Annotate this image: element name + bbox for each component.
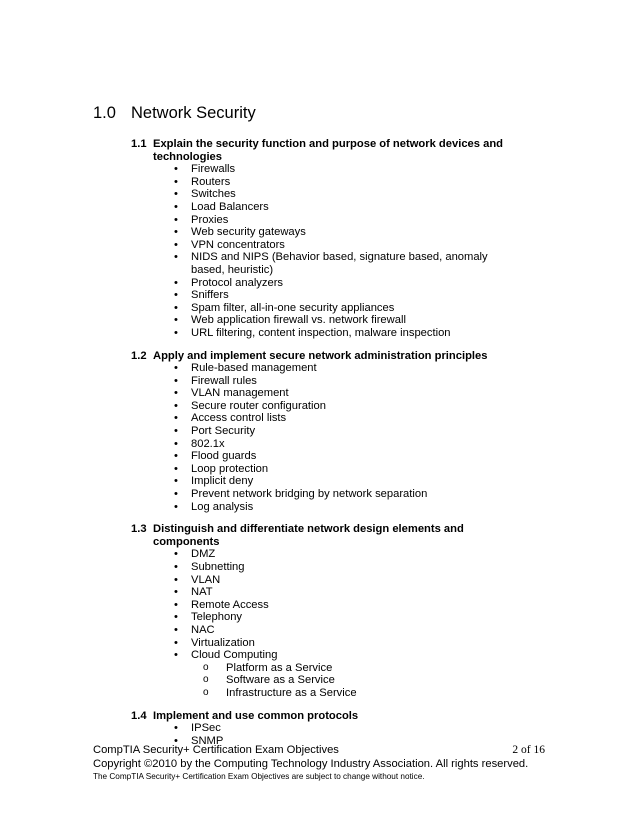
section-heading xyxy=(0,350,638,363)
bullet-icon: • xyxy=(174,289,178,302)
list-item xyxy=(0,176,503,189)
page-title-number: 1.0 xyxy=(93,104,116,122)
list-item-label: Subnetting xyxy=(191,561,245,573)
list-item-label: DMZ xyxy=(191,548,216,561)
bullet-icon: • xyxy=(174,326,178,339)
sub-list-item xyxy=(191,674,503,687)
bullet-icon: • xyxy=(174,462,178,475)
list-item-label: VLAN management xyxy=(191,387,289,400)
list-item-label: Web application firewall vs. network firewall xyxy=(191,314,406,327)
bullet-icon: • xyxy=(174,276,178,289)
list-item-label: VLAN xyxy=(191,573,221,586)
circle-bullet-icon: o xyxy=(203,674,209,686)
list-item xyxy=(0,214,503,227)
list-item xyxy=(0,251,503,276)
bullet-icon: • xyxy=(174,722,178,735)
sub-list xyxy=(191,662,503,700)
list-item xyxy=(0,637,503,650)
section-title: Distinguish and differentiate network design elements and components xyxy=(153,523,464,548)
sub-list-item xyxy=(191,662,503,675)
bullet-icon: • xyxy=(174,238,178,251)
footer-notice: The CompTIA Security+ Certification Exam Objectives are subject to change without notice. xyxy=(93,772,425,781)
list-item-label: Secure router configuration xyxy=(191,399,326,412)
list-item xyxy=(0,188,503,201)
bullet-icon: • xyxy=(174,450,178,463)
list-item-label: Spam filter, all-in-one security appliances xyxy=(191,301,395,314)
list-item-label: NAC xyxy=(191,623,215,636)
circle-bullet-icon: o xyxy=(203,686,209,698)
list-item-label: 802.1x xyxy=(191,437,225,450)
list-item-label: Port Security xyxy=(191,425,256,438)
objective-section xyxy=(0,710,638,748)
bullet-icon: • xyxy=(174,649,178,662)
list-item-label: Telephony xyxy=(191,611,243,624)
list-item xyxy=(0,327,503,340)
bullet-icon: • xyxy=(174,374,178,387)
list-item xyxy=(0,201,503,214)
objective-list xyxy=(0,362,638,513)
list-item xyxy=(0,400,503,413)
bullet-icon: • xyxy=(174,734,178,747)
bullet-icon: • xyxy=(174,200,178,213)
bullet-icon: • xyxy=(174,636,178,649)
list-item-label: NAT xyxy=(191,586,213,599)
list-item-label: Implicit deny xyxy=(191,475,254,488)
bullet-icon: • xyxy=(174,598,178,611)
list-item-label: SNMP xyxy=(191,734,224,747)
list-item-label: URL filtering, content inspection, malware inspection xyxy=(191,326,451,339)
list-item-label: Log analysis xyxy=(191,500,254,513)
bullet-icon: • xyxy=(174,362,178,375)
list-item xyxy=(0,624,503,637)
list-item xyxy=(0,548,503,561)
bullet-icon: • xyxy=(174,387,178,400)
sub-list-item xyxy=(191,687,503,700)
bullet-icon: • xyxy=(174,188,178,201)
section-heading xyxy=(0,523,638,548)
list-item xyxy=(0,239,503,252)
objective-section xyxy=(0,350,638,514)
sub-list-item-label: Platform as a Service xyxy=(226,661,333,674)
list-item xyxy=(0,649,503,699)
list-item xyxy=(0,412,503,425)
bullet-icon: • xyxy=(174,488,178,501)
list-item-label: Access control lists xyxy=(191,412,287,425)
list-item xyxy=(0,611,503,624)
objective-list xyxy=(0,163,638,339)
list-item-label: Remote Access xyxy=(191,598,269,611)
list-item xyxy=(0,599,503,612)
list-item xyxy=(0,163,503,176)
list-item-label: Sniffers xyxy=(191,289,229,302)
bullet-icon: • xyxy=(174,314,178,327)
section-title: Explain the security function and purpose of network devices and technologies xyxy=(153,138,503,163)
list-item xyxy=(0,561,503,574)
circle-bullet-icon: o xyxy=(203,661,209,673)
bullet-icon: • xyxy=(174,399,178,412)
bullet-icon: • xyxy=(174,412,178,425)
bullet-icon: • xyxy=(174,301,178,314)
page-title-text: Network Security xyxy=(131,104,256,122)
list-item xyxy=(0,722,503,735)
bullet-icon: • xyxy=(174,586,178,599)
list-item-label: Firewalls xyxy=(191,163,236,176)
list-item-label: Proxies xyxy=(191,213,229,226)
bullet-icon: • xyxy=(174,561,178,573)
list-item-label: Protocol analyzers xyxy=(191,276,284,289)
list-item-label: VPN concentrators xyxy=(191,238,285,251)
list-item xyxy=(0,425,503,438)
footer-doc-title: CompTIA Security+ Certification Exam Objectives xyxy=(93,744,339,756)
list-item xyxy=(0,387,503,400)
list-item-label: Virtualization xyxy=(191,636,255,649)
bullet-icon: • xyxy=(174,475,178,488)
footer-copyright: Copyright ©2010 by the Computing Technology Industry Association. All rights reserved. xyxy=(93,758,529,770)
sub-list-item-label: Software as a Service xyxy=(226,674,335,687)
bullet-icon: • xyxy=(174,573,178,586)
bullet-icon: • xyxy=(174,425,178,438)
list-item-label: Firewall rules xyxy=(191,374,257,387)
section-number: 1.4 xyxy=(131,709,147,722)
list-item-label: Cloud Computing xyxy=(191,649,278,662)
section-number: 1.2 xyxy=(131,349,147,362)
list-item xyxy=(0,302,503,315)
list-item xyxy=(0,289,503,302)
list-item xyxy=(0,438,503,451)
bullet-icon: • xyxy=(174,611,178,624)
list-item xyxy=(0,277,503,290)
bullet-icon: • xyxy=(174,251,178,264)
list-item-label: Switches xyxy=(191,188,236,201)
list-item xyxy=(0,450,503,463)
list-item xyxy=(0,475,503,488)
section-title: Apply and implement secure network administration principles xyxy=(153,349,488,362)
list-item-label: Routers xyxy=(191,175,231,188)
section-title: Implement and use common protocols xyxy=(153,709,359,722)
section-number: 1.1 xyxy=(131,138,147,150)
list-item-label: Rule-based management xyxy=(191,362,317,375)
section-heading xyxy=(0,138,638,163)
bullet-icon: • xyxy=(174,437,178,450)
list-item-label: Loop protection xyxy=(191,462,269,475)
section-heading xyxy=(0,710,638,723)
bullet-icon: • xyxy=(174,548,178,561)
objectives-content xyxy=(0,138,638,757)
bullet-icon: • xyxy=(174,163,178,176)
bullet-icon: • xyxy=(174,213,178,226)
sub-list-item-label: Infrastructure as a Service xyxy=(226,686,357,699)
footer-page-number: 2 of 16 xyxy=(512,744,545,756)
page-title xyxy=(93,104,256,123)
list-item xyxy=(0,488,503,501)
list-item-label: Load Balancers xyxy=(191,200,269,213)
list-item-label: Flood guards xyxy=(191,450,257,463)
page-footer xyxy=(93,744,545,782)
objective-section xyxy=(0,138,638,340)
list-item xyxy=(0,463,503,476)
list-item-label: Web security gateways xyxy=(191,226,306,239)
list-item xyxy=(0,375,503,388)
objective-list xyxy=(0,548,638,699)
list-item xyxy=(0,574,503,587)
list-item xyxy=(0,501,503,514)
list-item xyxy=(0,226,503,239)
bullet-icon: • xyxy=(174,623,178,636)
list-item xyxy=(0,586,503,599)
list-item xyxy=(0,362,503,375)
list-item-label: Prevent network bridging by network separation xyxy=(191,488,428,501)
list-item xyxy=(0,314,503,327)
bullet-icon: • xyxy=(174,500,178,513)
bullet-icon: • xyxy=(174,226,178,239)
list-item-label: IPSec xyxy=(191,722,221,735)
list-item-label: NIDS and NIPS (Behavior based, signature based, anomaly based, heuristic) xyxy=(191,251,488,276)
objective-section xyxy=(0,523,638,699)
bullet-icon: • xyxy=(174,175,178,188)
section-number: 1.3 xyxy=(131,523,147,536)
